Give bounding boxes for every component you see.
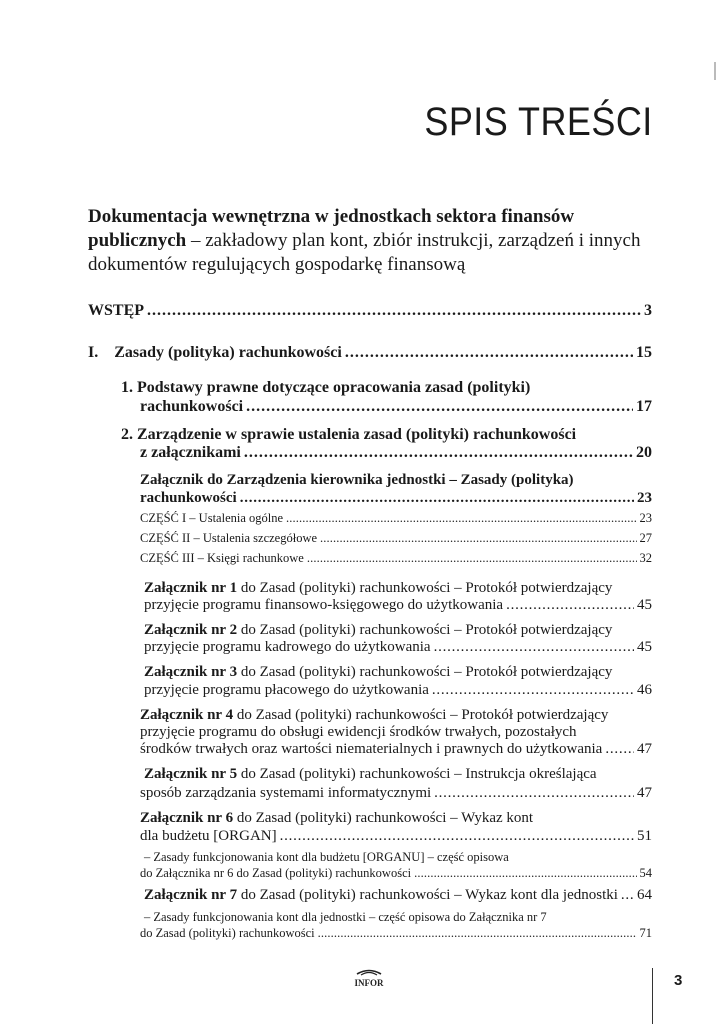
toc-z1-line1 [144, 580, 612, 597]
annex-number: Załącznik nr 4 [140, 707, 234, 723]
footer-divider [652, 968, 653, 1024]
toc-leader [414, 866, 636, 881]
toc-item-1-line1: 1. Podstawy prawne dotyczące opracowania zasad (polityki) [121, 379, 531, 396]
toc-leader [345, 344, 633, 362]
document-intro [88, 205, 653, 277]
annex-title: do Zasad (polityki) rachunkowości – Wykaz kont dla jednostki [237, 887, 618, 903]
toc-leader [432, 682, 634, 699]
toc-label: środków trwałych oraz wartości niematerialnych i prawnych do użytkowania [140, 741, 603, 757]
toc-page: 47 [637, 741, 652, 757]
toc-label: CZĘŚĆ II – Ustalenia szczegółowe [140, 531, 318, 545]
toc-page: 3 [644, 302, 652, 319]
toc-page: 23 [637, 490, 652, 506]
toc-leader [240, 490, 634, 507]
toc-label: CZĘŚĆ III – Księgi rachunkowe [140, 551, 304, 565]
annex-number: Załącznik nr 6 [140, 810, 234, 826]
toc-annex-line1: Załącznik do Zarządzenia kierownika jednostki – Zasady (polityka) [140, 472, 574, 488]
logo-text: INFOR [354, 978, 384, 988]
toc-leader [320, 531, 636, 546]
toc-entry-z5[interactable] [140, 785, 652, 802]
toc-leader [605, 741, 634, 758]
toc-page: 32 [639, 551, 652, 565]
toc-label: przyjęcie programu finansowo-księgowego do użytkowania [144, 597, 504, 613]
annex-number: Załącznik nr 7 [144, 887, 238, 903]
toc-entry-item-1[interactable] [140, 398, 652, 416]
toc-leader [147, 302, 641, 320]
toc-leader [434, 785, 634, 802]
toc-page: 20 [636, 444, 652, 461]
toc-leader [307, 551, 637, 566]
toc-leader [506, 597, 634, 614]
toc-page: 15 [636, 344, 652, 361]
toc-entry-wstep[interactable] [88, 302, 652, 320]
toc-item-2-line1: 2. Zarządzenie w sprawie ustalenia zasad (polityki) rachunkowości [121, 426, 577, 443]
annex-number: Załącznik nr 1 [144, 580, 238, 596]
toc-page: 45 [637, 639, 652, 655]
toc-label: rachunkowości [140, 398, 244, 415]
toc-leader [246, 398, 633, 416]
annex-title: do Zasad (polityki) rachunkowości – Protokół potwierdzający [237, 664, 613, 680]
toc-z5-line1 [144, 766, 597, 783]
annex-title: do Zasad (polityki) rachunkowości – Protokół potwierdzający [233, 707, 609, 723]
toc-label [144, 887, 618, 904]
toc-z3-line1 [144, 664, 612, 681]
annex-title: do Zasad (polityki) rachunkowości – Protokół potwierdzający [237, 622, 613, 638]
intro-rest: – zakładowy plan kont, zbiór instrukcji, zarządzeń i innych dokumentów regulujących gospodarkę finansową [88, 230, 641, 275]
annex-number: Załącznik nr 2 [144, 622, 238, 638]
toc-label: sposób zarządzania systemami informatycznymi [140, 785, 432, 801]
toc-entry-z2[interactable] [144, 639, 652, 656]
toc-page: 23 [639, 511, 652, 525]
toc-entry-item-2[interactable] [140, 444, 652, 462]
toc-page: 46 [637, 682, 652, 698]
toc-page: 47 [637, 785, 652, 801]
page-edge-mark [714, 62, 716, 80]
toc-page: 45 [637, 597, 652, 613]
toc-entry-z6sub[interactable] [140, 866, 652, 881]
toc-label: do Zasad (polityki) rachunkowości [140, 926, 315, 940]
toc-page: 54 [639, 866, 652, 880]
toc-leader [244, 444, 633, 462]
toc-entry-part-3[interactable] [140, 551, 652, 566]
toc-z4-line2: przyjęcie programu do obsługi ewidencji środków trwałych, pozostałych [140, 724, 577, 740]
toc-label: WSTĘP [88, 302, 145, 319]
toc-entry-section-1[interactable] [88, 344, 652, 362]
infor-logo [343, 966, 395, 988]
toc-label: rachunkowości [140, 490, 237, 506]
toc-page: 17 [636, 398, 652, 415]
toc-leader [621, 887, 634, 904]
section-number: I. [88, 344, 99, 361]
annex-title: do Zasad (polityki) rachunkowości – Protokół potwierdzający [237, 580, 613, 596]
toc-entry-z7sub[interactable] [140, 926, 652, 941]
toc-entry-z3[interactable] [144, 682, 652, 699]
toc-entry-part-2[interactable] [140, 531, 652, 546]
toc-page: 64 [637, 887, 652, 903]
toc-leader [318, 926, 637, 941]
toc-label: przyjęcie programu kadrowego do użytkowania [144, 639, 431, 655]
annex-title: do Zasad (polityki) rachunkowości – Instrukcja określająca [237, 766, 597, 782]
toc-entry-z4[interactable] [140, 741, 652, 758]
toc-entry-z7[interactable] [144, 887, 652, 904]
annex-number: Załącznik nr 5 [144, 766, 238, 782]
intro-bold: Dokumentacja wewnętrzna w jednostkach sektora finansów publicznych [88, 206, 575, 251]
toc-label: z załącznikami [140, 444, 241, 461]
toc-z6-line1 [140, 810, 533, 827]
toc-leader [280, 828, 634, 845]
toc-label: do Załącznika nr 6 do Zasad (polityki) rachunkowości [140, 866, 412, 880]
toc-z2-line1 [144, 622, 612, 639]
toc-page: 51 [637, 828, 652, 844]
toc-leader [286, 511, 636, 526]
page-number: 3 [674, 972, 683, 989]
toc-label: dla budżetu [ORGAN] [140, 828, 277, 844]
page-title: SPIS TREŚCI [424, 100, 653, 144]
annex-title: do Zasad (polityki) rachunkowości – Wykaz kont [233, 810, 534, 826]
toc-page: 71 [639, 926, 652, 940]
annex-number: Załącznik nr 3 [144, 664, 238, 680]
toc-label [88, 344, 342, 362]
section-title: Zasady (polityka) rachunkowości [114, 344, 342, 361]
toc-label: CZĘŚĆ I – Ustalenia ogólne [140, 511, 284, 525]
toc-entry-part-1[interactable] [140, 511, 652, 526]
toc-z7sub-line1: – Zasady funkcjonowania kont dla jednostki – część opisowa do Załącznika nr 7 [144, 910, 547, 924]
toc-page: 27 [639, 531, 652, 545]
toc-label: przyjęcie programu płacowego do użytkowania [144, 682, 429, 698]
toc-z4-line1 [140, 707, 608, 724]
toc-entry-annex[interactable] [140, 490, 652, 507]
toc-entry-z1[interactable] [144, 597, 652, 614]
toc-leader [434, 639, 634, 656]
toc-entry-z6[interactable] [140, 828, 652, 845]
toc-z6sub-line1: – Zasady funkcjonowania kont dla budżetu [ORGANU] – część opisowa [144, 850, 509, 864]
